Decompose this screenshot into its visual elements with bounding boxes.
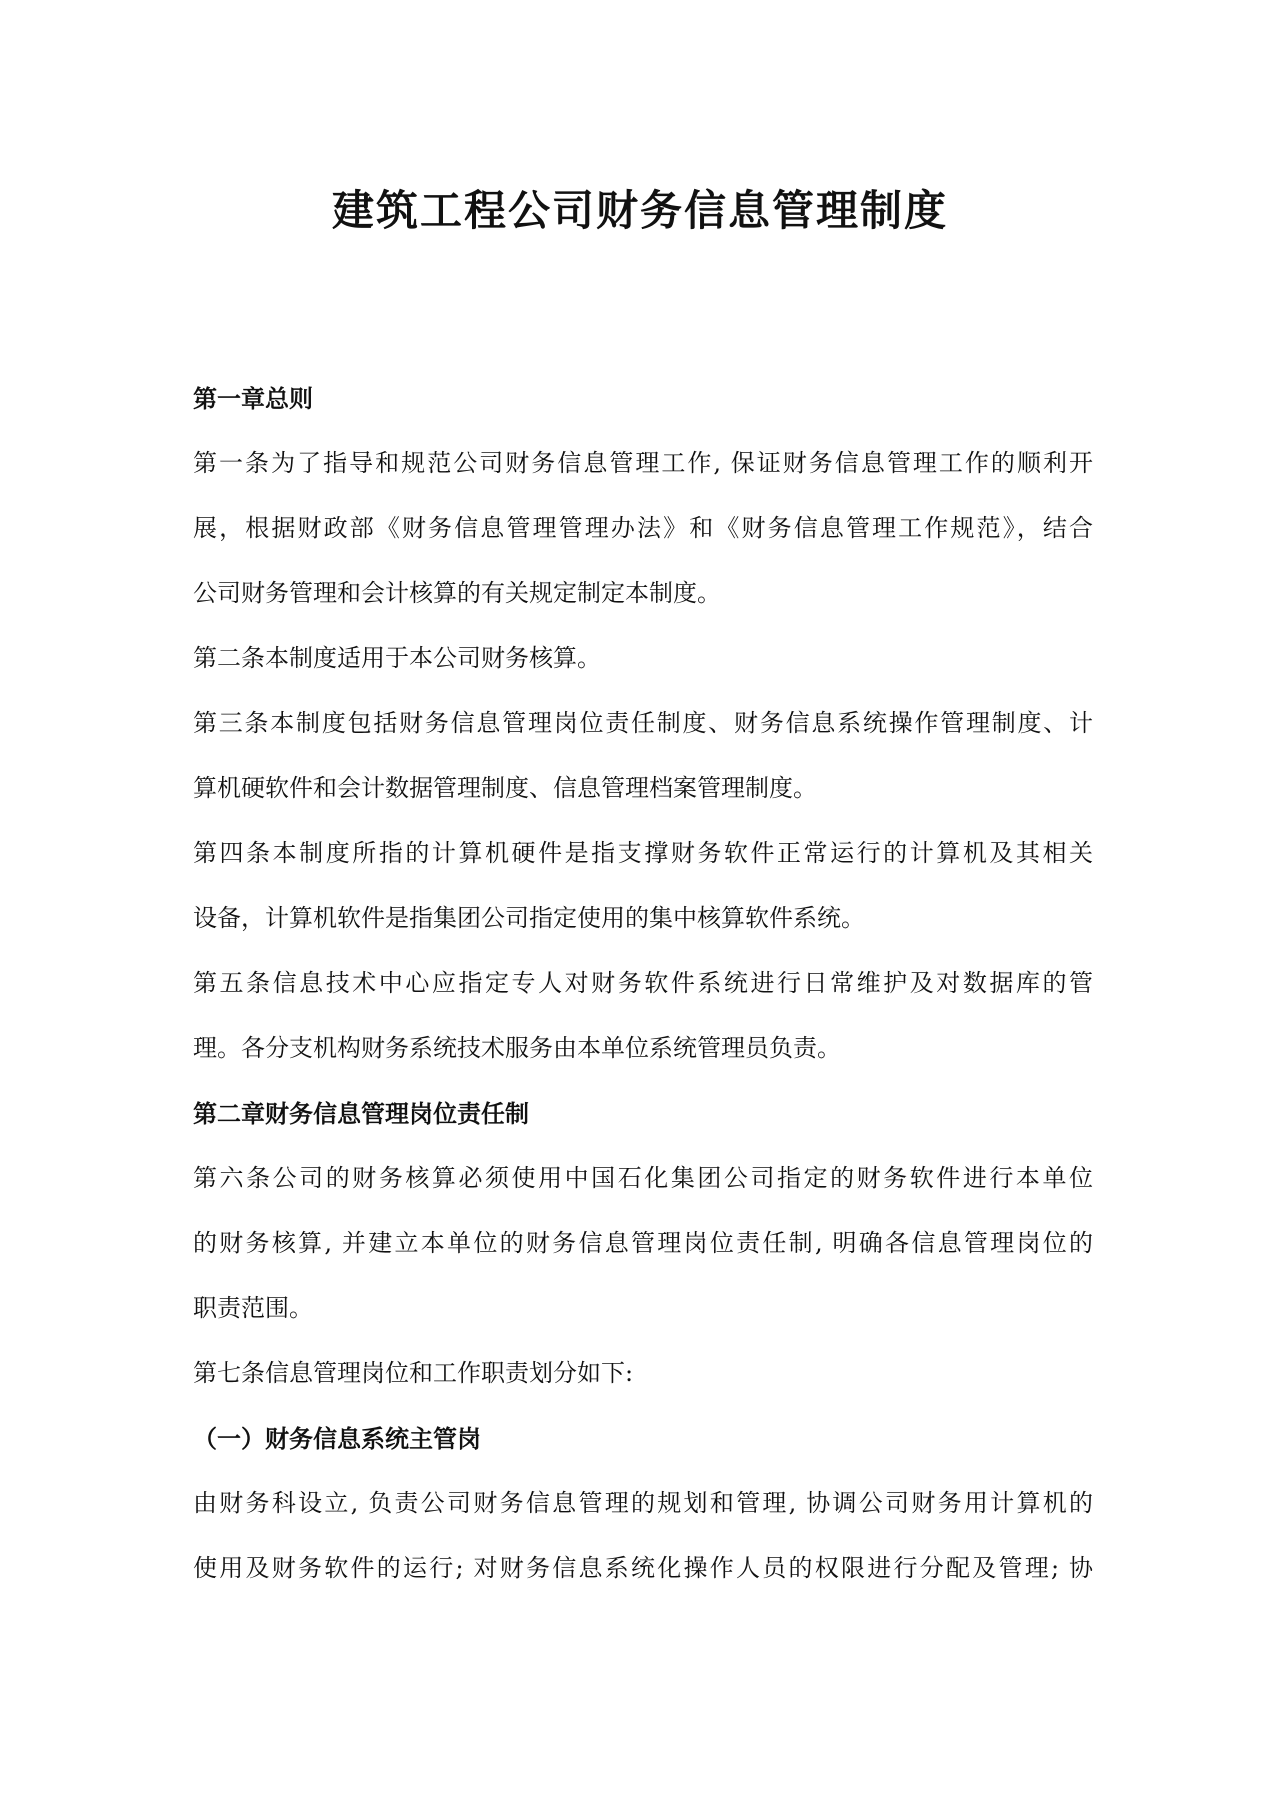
chapter-heading: 第二章财务信息管理岗位责任制	[193, 1099, 529, 1128]
paragraph-line: 使用及财务软件的运行; 对财务信息系统化操作人员的权限进行分配及管理; 协	[193, 1554, 1093, 1582]
paragraph-line: 第二条本制度适用于本公司财务核算。	[193, 644, 601, 672]
paragraph-line: 职责范围。	[193, 1294, 313, 1322]
paragraph-line: 理。各分支机构财务系统技术服务由本单位系统管理员负责。	[193, 1034, 841, 1062]
paragraph-line: 第四条本制度所指的计算机硬件是指支撑财务软件正常运行的计算机及其相关	[193, 839, 1093, 867]
paragraph-line: 第五条信息技术中心应指定专人对财务软件系统进行日常维护及对数据库的管	[193, 969, 1093, 997]
paragraph-line: 由财务科设立, 负责公司财务信息管理的规划和管理, 协调公司财务用计算机的	[193, 1489, 1093, 1517]
paragraph-line: 公司财务管理和会计核算的有关规定制定本制度。	[193, 579, 721, 607]
document-title: 建筑工程公司财务信息管理制度	[331, 186, 948, 235]
paragraph-line: 的财务核算, 并建立本单位的财务信息管理岗位责任制, 明确各信息管理岗位的	[193, 1229, 1093, 1257]
paragraph-line: 第七条信息管理岗位和工作职责划分如下:	[193, 1359, 634, 1387]
paragraph-line: 第三条本制度包括财务信息管理岗位责任制度、财务信息系统操作管理制度、计	[193, 709, 1093, 737]
section-heading: （一）财务信息系统主管岗	[193, 1424, 481, 1453]
document-body	[193, 366, 1093, 1601]
paragraph-line: 算机硬软件和会计数据管理制度、信息管理档案管理制度。	[193, 774, 817, 802]
paragraph-line: 展，根据财政部《财务信息管理管理办法》和《财务信息管理工作规范》，结合	[193, 514, 1093, 542]
chapter-heading: 第一章总则	[193, 384, 313, 413]
paragraph-line: 第一条为了指导和规范公司财务信息管理工作, 保证财务信息管理工作的顺利开	[193, 449, 1093, 477]
paragraph-line: 第六条公司的财务核算必须使用中国石化集团公司指定的财务软件进行本单位	[193, 1164, 1093, 1192]
paragraph-line: 设备，计算机软件是指集团公司指定使用的集中核算软件系统。	[193, 904, 865, 932]
